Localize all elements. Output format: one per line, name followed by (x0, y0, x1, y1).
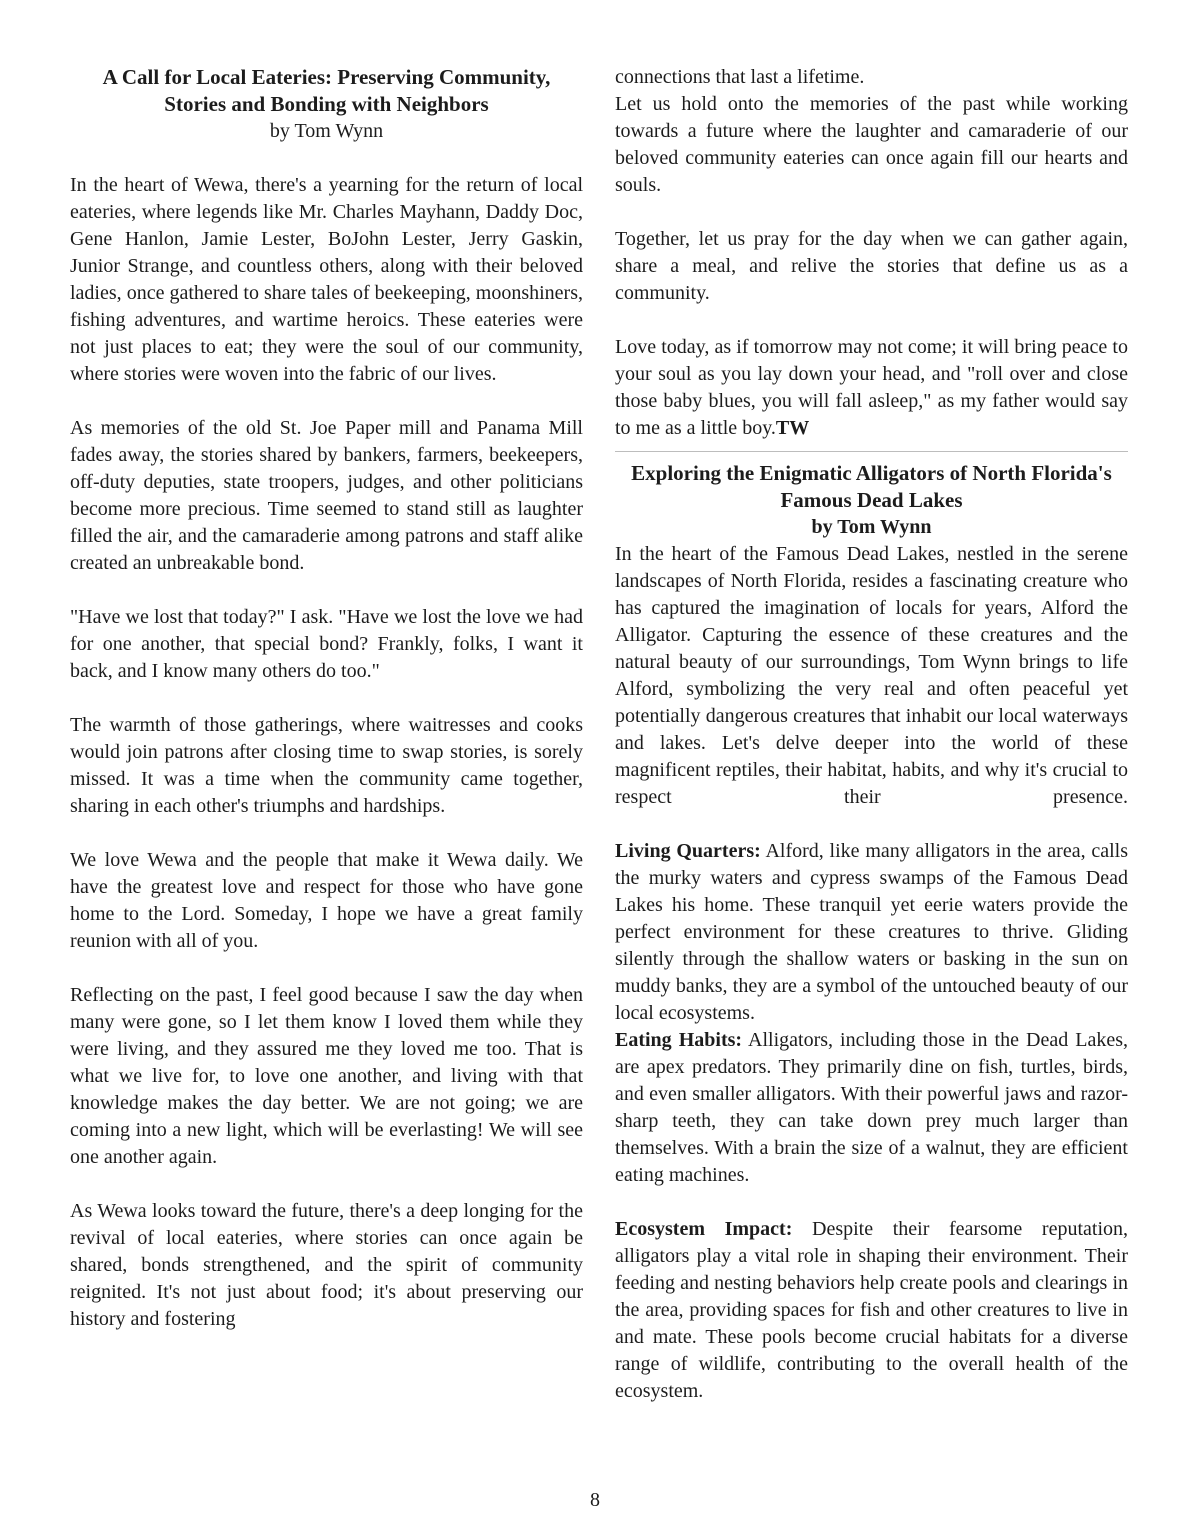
article1-closing-paragraph (615, 334, 1128, 442)
article2-section-ecosystem-impact (615, 1216, 1128, 1405)
article1-title: A Call for Local Eateries: Preserving Community, Stories and Bonding with Neighbors (102, 65, 551, 116)
article2-section-living-quarters (615, 838, 1128, 1027)
article1-paragraph: In the heart of Wewa, there's a yearning for the return of local eateries, where legends like Mr. Charles Mayhann, Daddy Doc, Gene Hanlon, Jamie Lester, BoJohn Lester, Jerry Gaskin, Junior Strange, and countless others, along with their beloved ladies, once gathered to share tales of beekeeping, moonshiners, fishing adventures, and wartime heroics. These eateries were not just places to eat; they were the soul of our community, where stories were woven into the fabric of our lives. (70, 174, 583, 385)
section-text: Despite their fearsome reputation, alligators play a vital role in shaping their environment. Their feeding and nesting behaviors help create pools and clearings in the area, providing spaces for fish and other creatures to live in and mate. These pools become crucial habitats for a diverse range of wildlife, contributing to the overall health of the ecosystem. (615, 1218, 1128, 1402)
article1-paragraph: As memories of the old St. Joe Paper mill and Panama Mill fades away, the stories shared by bankers, farmers, beekeepers, off-duty deputies, state troopers, judges, and other politicians become more precious. Time seemed to stand still as laughter filled the air, and the camaraderie among patrons and staff alike created an unbreakable bond. (70, 417, 583, 574)
section-label: Living Quarters: (615, 840, 761, 862)
article2-intro: In the heart of the Famous Dead Lakes, nestled in the serene landscapes of North Florida, resides a fascinating creature who has captured the imagination of locals for years, Alford the Alligator. Capturing the essence of these creatures and the natural beauty of our surroundings, Tom Wynn brings to life Alford, symbolizing the very real and often peaceful yet potentially dangerous creatures that inhabit our local waterways and lakes. Let's delve deeper into the world of these magnificent reptiles, their habitat, habits, and why it's crucial to respect their presence. (615, 543, 1128, 808)
article1-paragraph: Together, let us pray for the day when we can gather again, share a meal, and relive the stories that define us as a community. (615, 228, 1128, 304)
right-column (615, 64, 1128, 1405)
left-column (70, 64, 583, 1405)
author-initials: TW (775, 417, 810, 439)
article1-paragraph: The warmth of those gatherings, where waitresses and cooks would join patrons after closing time to swap stories, is sorely missed. It was a time when the community came together, sharing in each other's triumphs and hardships. (70, 714, 583, 817)
section-text: Alligators, including those in the Dead Lakes, are apex predators. They primarily dine on fish, turtles, birds, and even smaller alligators. With their powerful jaws and razor-sharp teeth, they can take down prey much larger than themselves. With a brain the size of a walnut, they are efficient eating machines. (615, 1029, 1128, 1186)
article2-title: Exploring the Enigmatic Alligators of North Florida's Famous Dead Lakes (631, 461, 1112, 512)
article1-paragraph: Reflecting on the past, I feel good because I saw the day when many were gone, so I let them know I loved them while they were living, and they assured me they loved me too. That is what we live for, to love one another, and living with that knowledge makes the day better. We are not going; we are coming into a new light, which will be everlasting! We will see one another again. (70, 984, 583, 1168)
article1-paragraph: "Have we lost that today?" I ask. "Have we lost the love we had for one another, that special bond? Frankly, folks, I want it back, and I know many others do too." (70, 606, 583, 682)
article1-paragraph: We love Wewa and the people that make it Wewa daily. We have the greatest love and respect for those who have gone home to the Lord. Someday, I hope we have a great family reunion with all of you. (70, 849, 583, 952)
article2-byline: by Tom Wynn (811, 516, 932, 538)
newsletter-page (70, 64, 1128, 1405)
article1-paragraph: As Wewa looks toward the future, there's a deep longing for the revival of local eateries, where stories can once again be shared, bonds strengthened, and the spirit of community reignited. It's not just about food; it's about preserving our history and fostering (70, 1200, 583, 1330)
article1-closing-text: Love today, as if tomorrow may not come; it will bring peace to your soul as you lay down your head, and "roll over and close those baby blues, you will fall asleep," as my father would say to me as a little boy. (615, 336, 1128, 439)
section-label: Eating Habits: (615, 1029, 743, 1051)
article2-section-eating-habits (615, 1027, 1128, 1189)
section-label: Ecosystem Impact: (615, 1218, 793, 1240)
article1-paragraph: Let us hold onto the memories of the past while working towards a future where the laughter and camaraderie of our beloved community eateries can once again fill our hearts and souls. (615, 93, 1128, 196)
section-text: Alford, like many alligators in the area, calls the murky waters and cypress swamps of the Famous Dead Lakes his home. These tranquil yet eerie waters provide the perfect environment for these creatures to thrive. Gliding silently through the shallow waters or basking in the sun on muddy banks, they are a symbol of the untouched beauty of our local ecosystems. (615, 840, 1128, 1024)
article1-byline: by Tom Wynn (269, 120, 384, 142)
page-number: 8 (590, 1489, 600, 1511)
article-divider (615, 451, 1128, 452)
article1-continuation-line: connections that last a lifetime. (615, 66, 865, 88)
